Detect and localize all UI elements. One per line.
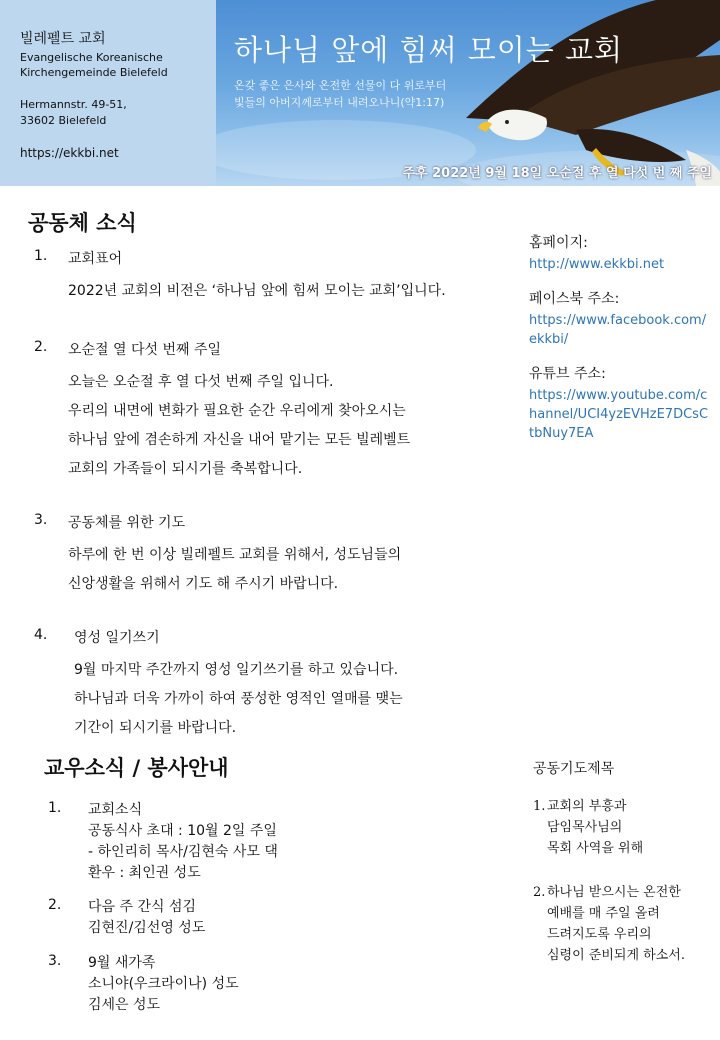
item-number: 2.: [48, 897, 62, 913]
item-heading: 교회표어: [68, 251, 123, 267]
church-german-name: [20, 50, 168, 80]
prayer-topics-heading: 공동기도제목: [533, 761, 615, 777]
item-number: 4.: [34, 627, 48, 643]
item-body: [88, 800, 278, 884]
body-line: 9월 새가족: [88, 955, 156, 971]
item-body: [68, 541, 401, 599]
item-body: [547, 796, 643, 859]
homepage-label: 홈페이지:: [529, 235, 588, 251]
church-german-name-line: Evangelische Koreanische: [20, 51, 163, 64]
item-number: 1.: [34, 248, 48, 264]
body-line: 김세은 성도: [88, 997, 161, 1013]
address-line: 33602 Bielefeld: [20, 114, 107, 127]
body-line: 심령이 준비되게 하소서.: [547, 948, 685, 963]
homepage-link[interactable]: http://www.ekkbi.net: [529, 257, 665, 272]
verse-line: 온갖 좋은 은사와 온전한 선물이 다 위로부터: [234, 79, 447, 92]
address-line: Hermannstr. 49-51,: [20, 98, 127, 111]
church-address: [20, 97, 127, 129]
item-number: 2.: [34, 339, 48, 355]
church-german-name-line: Kirchengemeinde Bielefeld: [20, 66, 168, 79]
church-name: 빌레펠트 교회: [20, 31, 106, 47]
church-website[interactable]: https://ekkbi.net: [20, 146, 119, 160]
item-body: [68, 277, 446, 306]
banner-title: 하나님 앞에 힘써 모이는 교회: [234, 33, 624, 67]
item-number: 1.: [48, 800, 62, 816]
item-number: 3.: [34, 512, 48, 528]
item-body: [68, 368, 410, 484]
youtube-label: 유튜브 주소:: [529, 366, 606, 382]
item-heading: 공동체를 위한 기도: [68, 515, 186, 531]
item-number: 2.: [533, 885, 546, 900]
body-line: 교회소식: [88, 802, 143, 818]
church-info-panel: [0, 0, 216, 186]
body-line: 예배를 매 주일 올려: [547, 906, 660, 921]
body-line: 하루에 한 번 이상 빌레펠트 교회를 위해서, 성도님들의: [68, 547, 402, 563]
body-line: 김현진/김선영 성도: [88, 920, 206, 936]
facebook-label: 페이스북 주소:: [529, 291, 620, 307]
body-line: 9월 마지막 주간까지 영성 일기쓰기를 하고 있습니다.: [74, 662, 399, 678]
community-news-heading: 공동체 소식: [28, 211, 137, 235]
body-line: 교회의 부흥과: [547, 799, 627, 814]
body-line: 오늘은 오순절 후 열 다섯 번째 주일 입니다.: [68, 374, 334, 390]
links-sidebar: [529, 232, 709, 457]
body-line: 하나님과 더욱 가까이 하여 풍성한 영적인 열매를 맺는: [74, 691, 403, 707]
body-line: 담임목사님의: [547, 820, 623, 835]
item-heading: 오순절 열 다섯 번째 주일: [68, 342, 222, 358]
body-line: 하나님 받으시는 온전한: [547, 885, 681, 900]
item-body: [88, 953, 239, 1016]
facebook-link[interactable]: https://www.facebook.com/ekkbi/: [529, 313, 707, 347]
body-line: 공동식사 초대 : 10월 2일 주일: [88, 823, 277, 839]
youtube-link[interactable]: https://www.youtube.com/channel/UCI4yzEVHzE7DCsCtbNuy7EA: [529, 388, 709, 441]
body-line: 기간이 되시기를 바랍니다.: [74, 720, 237, 736]
prayer-topics: [533, 758, 718, 963]
item-body: [74, 656, 403, 743]
item-heading: 영성 일기쓰기: [74, 630, 160, 646]
item-number: 3.: [48, 953, 62, 969]
body-line: 2022년 교회의 비전은 ‘하나님 앞에 힘써 모이는 교회’입니다.: [68, 283, 446, 299]
body-line: 교회의 가족들이 되시기를 축복합니다.: [68, 461, 303, 477]
body-line: - 하인리히 목사/김현숙 사모 댁: [88, 844, 278, 860]
body-line: 환우 : 최인권 성도: [88, 865, 201, 881]
body-line: 하나님 앞에 겸손하게 자신을 내어 맡기는 모든 빌레벨트: [68, 432, 411, 448]
item-body: [88, 897, 205, 939]
bible-verse: [234, 77, 446, 111]
banner: [216, 0, 720, 186]
item-number: 1.: [533, 799, 546, 814]
header: [0, 0, 720, 186]
body-line: 드려지도록 우리의: [547, 927, 652, 942]
verse-line: 빛들의 아버지께로부터 내려오나니(약1:17): [234, 96, 445, 109]
member-news-heading: 교우소식 / 봉사안내: [44, 756, 229, 780]
body-line: 소니야(우크라이나) 성도: [88, 976, 239, 992]
item-body: [547, 882, 685, 966]
body-line: 목회 사역을 위해: [547, 841, 644, 856]
body-line: 우리의 내면에 변화가 필요한 순간 우리에게 찾아오시는: [68, 403, 406, 419]
sunday-date: 주후 2022년 9월 18일 오순절 후 열 다섯 번 째 주일: [402, 166, 712, 181]
body-line: 신앙생활을 위해서 기도 해 주시기 바랍니다.: [68, 576, 339, 592]
body-line: 다음 주 간식 섬김: [88, 899, 197, 915]
